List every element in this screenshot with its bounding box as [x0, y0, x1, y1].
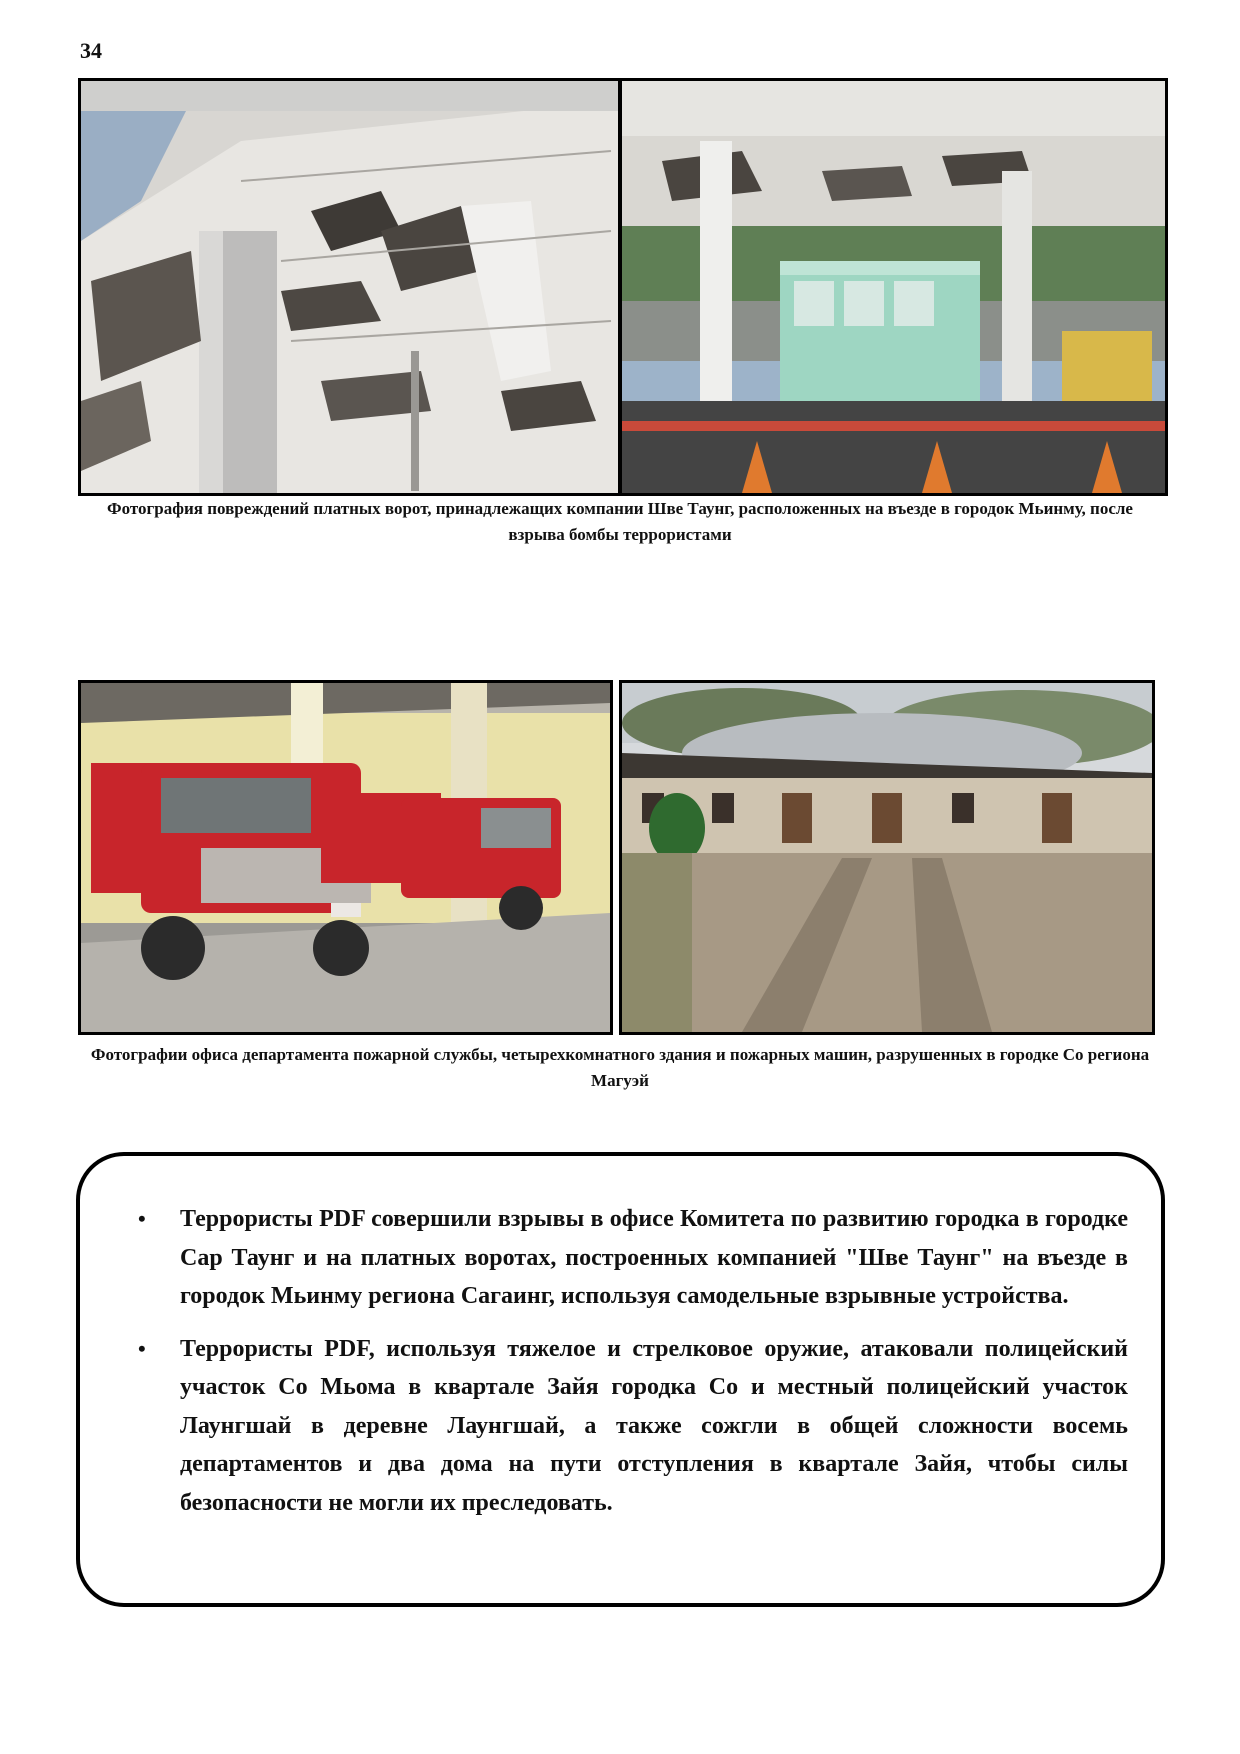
bullet-icon: • [138, 1335, 146, 1361]
photo-toll-booth [619, 78, 1168, 496]
bullet-icon: • [138, 1206, 146, 1231]
list-item [128, 1200, 1128, 1316]
photo-toll-canopy-ceiling [78, 78, 621, 496]
figure-caption-toll-gate: Фотография повреждений платных ворот, принадлежащих компании Шве Таунг, расположенных на въезде в городок Мьинму, после взрыва бомбы террористами [107, 499, 1133, 544]
photo-burned-building [619, 680, 1155, 1035]
page-number: 34 [80, 38, 102, 63]
list-item [128, 1330, 1128, 1523]
photo-fire-trucks [78, 680, 613, 1035]
bullet-text: Террористы PDF совершили взрывы в офисе Комитета по развитию городка в городке Сар Таунг и на платных воротах, построенных компанией "Шве Таунг" на въезде в городок Мьинму региона Сагаинг, используя самодельные взрывные устройства. [180, 1206, 1128, 1309]
bullet-text: Террористы PDF, используя тяжелое и стрелковое оружие, атаковали полицейский участок Со Мьома в квартале Зайя городка Со и местный полицейский участок Лаунгшай в деревне Лаунгшай, а также сожгли в общей сложности восемь департаментов и два дома на пути отступления в квартале Зайя, чтобы силы безопасности не могли их преследовать. [180, 1335, 1128, 1516]
figure-caption-fire-department: Фотографии офиса департамента пожарной службы, четырехкомнатного здания и пожарных машин, разрушенных в городке Со региона Магуэй [90, 1045, 1150, 1090]
summary-box [76, 1152, 1165, 1607]
summary-bullet-list [128, 1200, 1128, 1536]
